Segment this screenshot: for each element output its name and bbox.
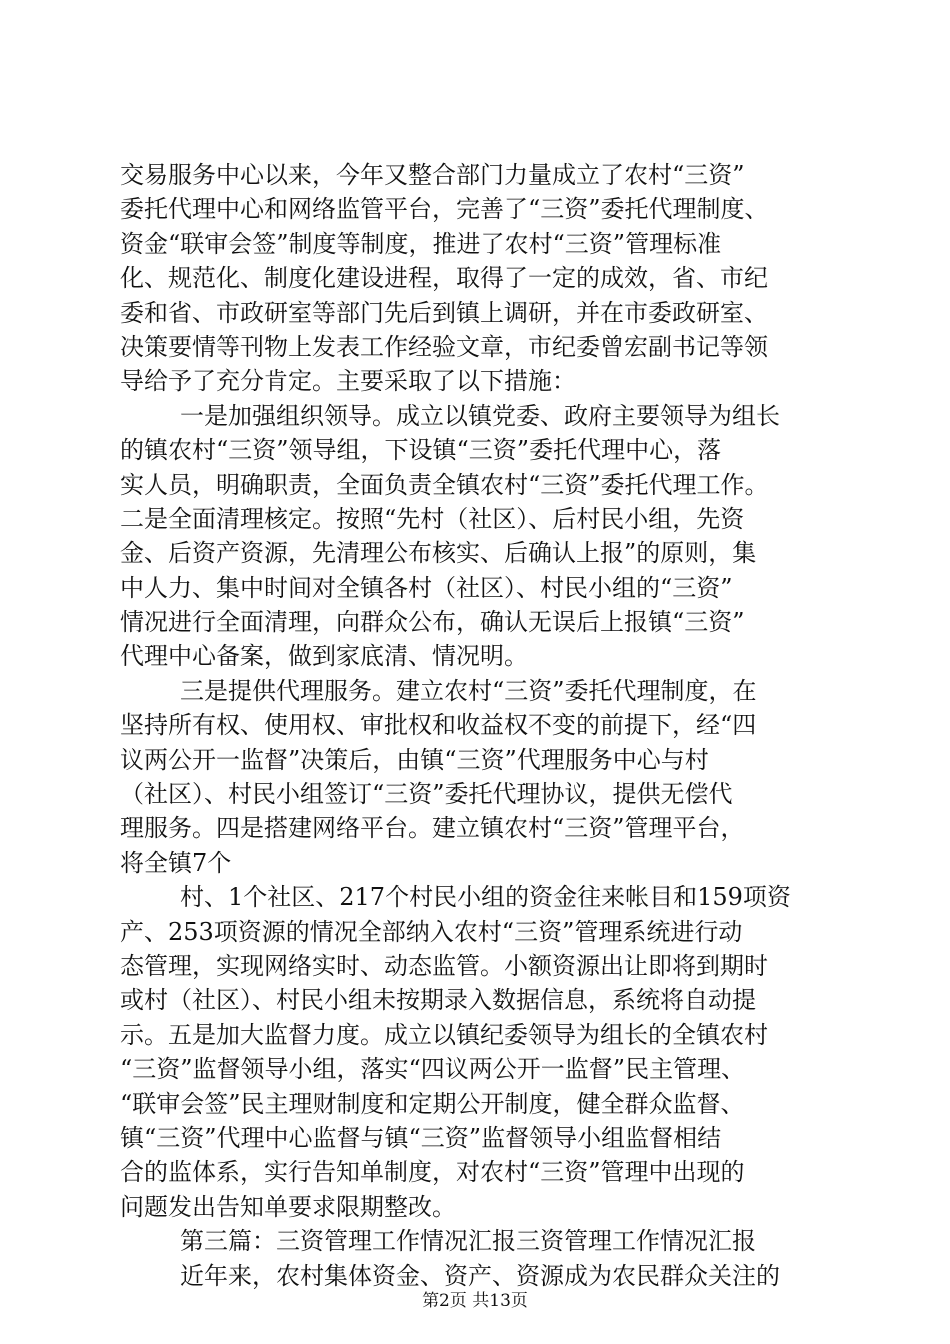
document-body [120, 158, 832, 1293]
text-line: “联审会签”民主理财制度和定期公开制度，健全群众监督、 [120, 1089, 745, 1118]
text-line: 交易服务中心以来，今年又整合部门力量成立了农村“三资” [120, 161, 745, 189]
text-line: 示。五是加大监督力度。成立以镇纪委领导为组长的全镇农村 [120, 1020, 768, 1049]
text-line: 一是加强组织领导。成立以镇党委、政府主要领导为组长 [180, 401, 780, 430]
text-line: 近年来，农村集体资金、资产、资源成为农民群众关注的 [180, 1261, 780, 1290]
text-line: 情况进行全面清理，向群众公布，确认无误后上报镇“三资” [120, 608, 745, 637]
text-line: 或村（社区）、村民小组未按期录入数据信息，系统将自动提 [120, 986, 756, 1015]
text-line: “三资”监督领导小组，落实“四议两公开一监督”民主管理、 [120, 1055, 746, 1084]
text-line: 二是全面清理核定。按照“先村（社区）、后村民小组，先资 [120, 504, 745, 533]
page-number-footer: 第2页 共13页 [422, 1291, 528, 1311]
text-line: 镇“三资”代理中心监督与镇“三资”监督领导小组监督相结 [120, 1123, 722, 1152]
text-line: 实人员，明确职责，全面负责全镇农村“三资”委托代理工作。 [120, 470, 769, 499]
text-line: 化、规范化、制度化建设进程，取得了一定的成效，省、市纪 [120, 264, 768, 293]
text-line: 将全镇7个 [120, 848, 232, 877]
text-line: 的镇农村“三资”领导组，下设镇“三资”委托代理中心，落 [120, 436, 722, 465]
text-line: 导给予了充分肯定。主要采取了以下措施： [120, 367, 576, 396]
text-line: 资金“联审会签”制度等制度，推进了农村“三资”管理标准 [120, 229, 722, 258]
text-line: 中人力、集中时间对全镇各村（社区）、村民小组的“三资” [120, 573, 733, 602]
text-line: 坚持所有权、使用权、审批权和收益权不变的前提下，经“四 [120, 711, 757, 740]
text-line: 产、253项资源的情况全部纳入农村“三资”管理系统进行动 [120, 917, 743, 946]
text-line: （社区）、村民小组签订“三资”委托代理协议，提供无偿代 [120, 780, 733, 809]
text-line: 议两公开一监督”决策后，由镇“三资”代理服务中心与村 [120, 745, 709, 774]
text-line: 委托代理中心和网络监管平台，完善了“三资”委托代理制度、 [120, 195, 769, 224]
text-line: 三是提供代理服务。建立农村“三资”委托代理制度，在 [180, 676, 757, 705]
text-line: 合的监体系，实行告知单制度，对农村“三资”管理中出现的 [120, 1158, 745, 1187]
section-heading: 第三篇：三资管理工作情况汇报三资管理工作情况汇报 [180, 1227, 756, 1256]
text-line: 理服务。四是搭建网络平台。建立镇农村“三资”管理平台， [120, 814, 745, 843]
text-line: 问题发出告知单要求限期整改。 [120, 1192, 456, 1221]
text-line: 代理中心备案，做到家底清、情况明。 [120, 642, 528, 671]
text-line: 决策要情等刊物上发表工作经验文章，市纪委曾宏副书记等领 [120, 332, 768, 361]
text-line: 态管理，实现网络实时、动态监管。小额资源出让即将到期时 [120, 951, 768, 980]
text-line: 委和省、市政研室等部门先后到镇上调研，并在市委政研室、 [120, 298, 768, 327]
text-line: 村、1个社区、217个村民小组的资金往来帐目和159项资 [180, 883, 791, 912]
text-line: 金、后资产资源，先清理公布核实、后确认上报”的原则，集 [120, 539, 757, 568]
